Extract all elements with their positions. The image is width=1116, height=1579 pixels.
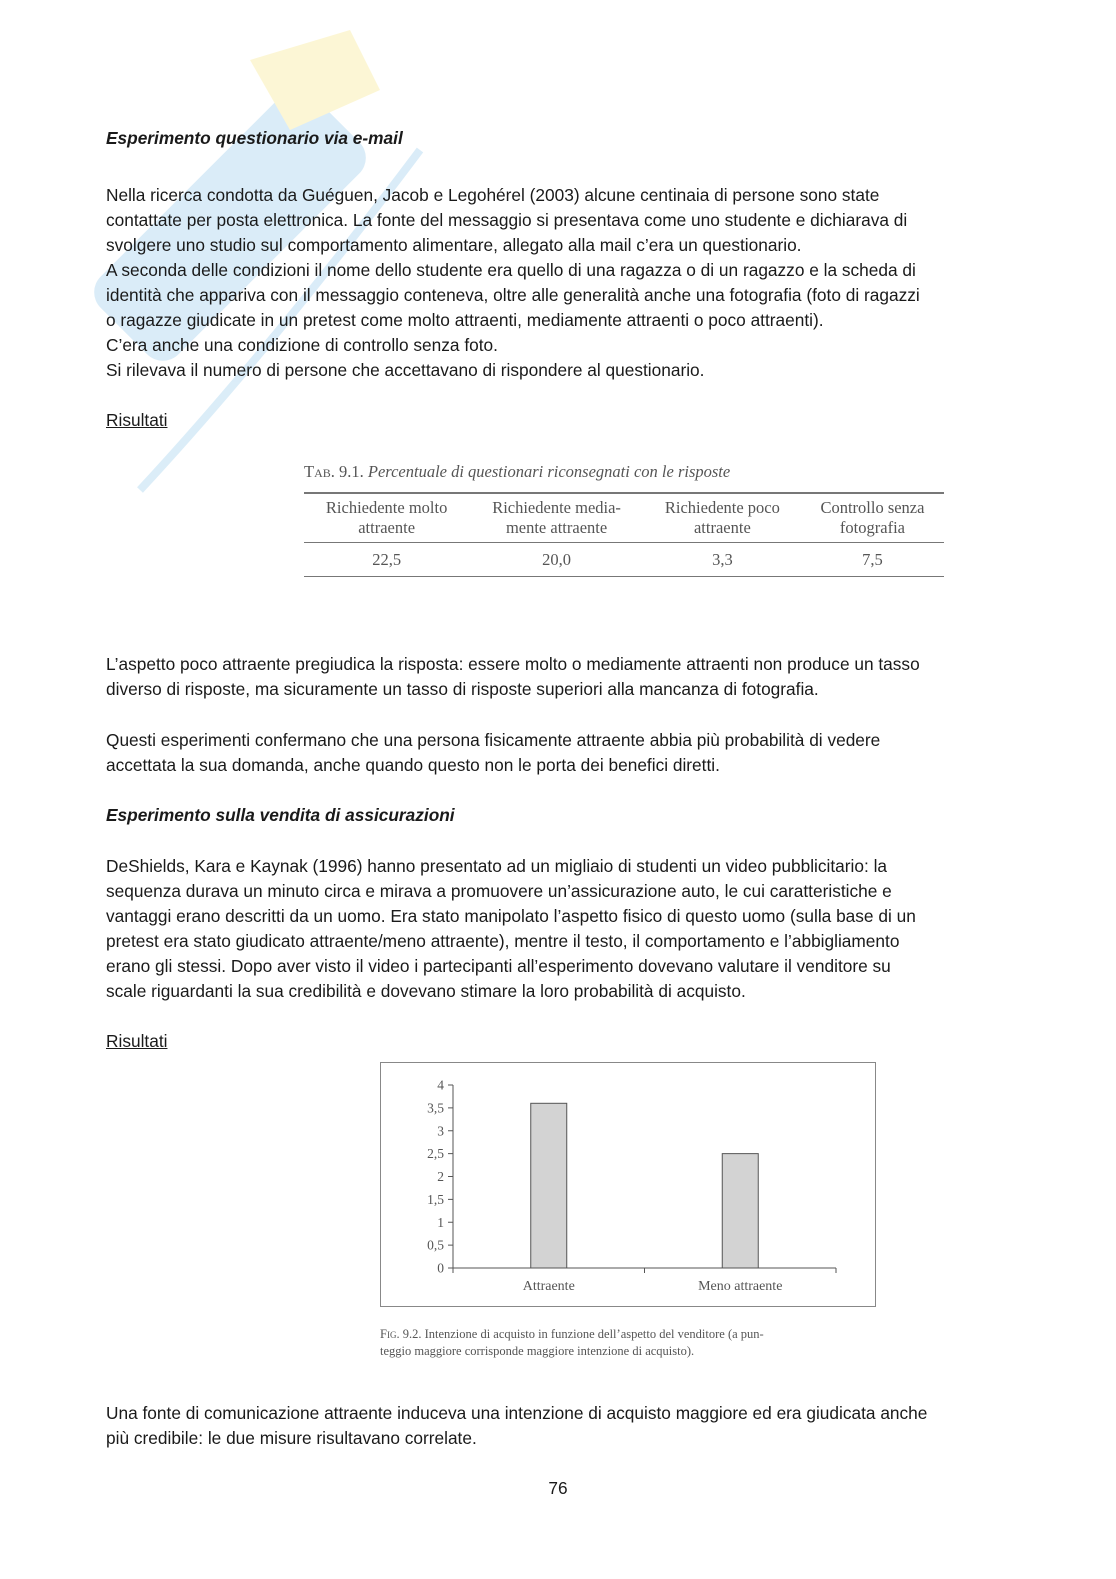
- text-line: pretest era stato giudicato attraente/meno attraente), mentre il testo, il comportamento e l’abbigliamento: [106, 931, 900, 951]
- header-line: Richiedente poco: [664, 498, 780, 517]
- figure-caption-line: teggio maggiore corrisponde maggiore intenzione di acquisto).: [380, 1344, 695, 1358]
- text-line: sequenza durava un minuto circa e mirava a promuovere un’assicurazione auto, le cui caratteristiche e: [106, 881, 892, 901]
- table-header-row: [304, 493, 944, 543]
- figure-frame: [380, 1062, 876, 1307]
- text-line: contattate per posta elettronica. La fonte del messaggio si presentava come uno studente e dichiarava di: [106, 210, 908, 230]
- y-tick-label: 0,5: [427, 1237, 444, 1253]
- text-line: svolgere uno studio sul comportamento alimentare, allegato alla mail c’era un questionario.: [106, 235, 802, 255]
- text-line: A seconda delle condizioni il nome dello studente era quello di una ragazza o di un ragazzo e la scheda di: [106, 260, 916, 280]
- text-line: erano gli stessi. Dopo aver visto il video i partecipanti all’esperimento dovevano valutare il venditore su: [106, 956, 891, 976]
- bar: [722, 1154, 758, 1268]
- text-line: C’era anche una condizione di controllo senza foto.: [106, 335, 498, 355]
- text-line: identità che appariva con il messaggio conteneva, oltre alle generalità anche una fotografia (foto di ragazzi: [106, 285, 920, 305]
- results-table: [304, 492, 944, 577]
- section1-paragraph: [106, 183, 1006, 383]
- table-cell: 7,5: [801, 543, 944, 577]
- section2-heading: Esperimento sulla vendita di assicurazioni: [106, 805, 455, 825]
- table-header-cell: [304, 493, 469, 543]
- x-category-label: Attraente: [522, 1279, 575, 1294]
- conclusion-paragraph: [106, 1401, 1006, 1451]
- figure-caption-line: [380, 1326, 880, 1343]
- x-category-label: Meno attraente: [698, 1279, 783, 1294]
- y-tick-label: 3,5: [427, 1100, 444, 1116]
- header-line: Controllo senza: [820, 498, 925, 517]
- table-cell: 3,3: [644, 543, 801, 577]
- results-table-block: [304, 462, 944, 577]
- y-tick-label: 4: [437, 1077, 444, 1093]
- figure-caption: [380, 1326, 880, 1360]
- header-line: fotografia: [839, 518, 905, 537]
- table-row: [304, 543, 944, 577]
- header-line: Richiedente molto: [325, 498, 448, 517]
- text-line: Questi esperimenti confermano che una persona fisicamente attraente abbia più probabilità di vedere: [106, 730, 881, 750]
- text-line: vantaggi erano descritti da un uomo. Era stato manipolato l’aspetto fisico di questo uomo (sulla base di un: [106, 906, 916, 926]
- header-line: attraente: [358, 518, 416, 537]
- page-number: 76: [548, 1478, 568, 1498]
- y-tick-label: 2: [437, 1169, 444, 1184]
- header-line: attraente: [693, 518, 751, 537]
- table-cell: 22,5: [304, 543, 469, 577]
- conclusion-paragraph: [106, 652, 1006, 702]
- text-line: Si rilevava il numero di persone che accettavano di rispondere al questionario.: [106, 360, 705, 380]
- text-line: accettata la sua domanda, anche quando questo non le porta dei benefici diretti.: [106, 755, 720, 775]
- text-line: scale riguardanti la sua credibilità e dovevano stimare la loro probabilità di acquisto.: [106, 981, 746, 1001]
- table-caption-number: Tab. 9.1.: [304, 462, 364, 481]
- text-line: o ragazze giudicate in un pretest come molto attraenti, mediamente attraenti o poco attraenti).: [106, 310, 824, 330]
- figure-caption-text: Intenzione di acquisto in funzione dell’aspetto del venditore (a pun-: [424, 1327, 764, 1341]
- text-line: più credibile: le due misure risultavano correlate.: [106, 1428, 477, 1448]
- y-tick-label: 3: [437, 1123, 444, 1139]
- text-line: Nella ricerca condotta da Guéguen, Jacob e Legohérel (2003) alcune centinaia di persone sono state: [106, 185, 880, 205]
- results-label: Risultati: [106, 1031, 168, 1051]
- bar: [531, 1103, 567, 1268]
- text-line: Una fonte di comunicazione attraente induceva una intenzione di acquisto maggiore ed era giudicata anche: [106, 1403, 928, 1423]
- section1-heading: Esperimento questionario via e-mail: [106, 128, 403, 148]
- header-line: Richiedente media-: [492, 498, 621, 517]
- table-header-cell: [644, 493, 801, 543]
- text-line: L’aspetto poco attraente pregiudica la risposta: essere molto o mediamente attraenti non produce un tasso: [106, 654, 920, 674]
- table-header-cell: [801, 493, 944, 543]
- figure-caption-number: Fig. 9.2.: [380, 1327, 422, 1341]
- bar-chart: [381, 1063, 875, 1306]
- section2-paragraph: [106, 854, 1006, 1004]
- conclusion-paragraph: [106, 728, 1006, 778]
- text-line: diverso di risposte, ma sicuramente un tasso di risposte superiori alla mancanza di fotografia.: [106, 679, 819, 699]
- y-tick-label: 1: [437, 1214, 444, 1230]
- table-caption-text: Percentuale di questionari riconsegnati con le risposte: [367, 462, 731, 481]
- table-cell: 20,0: [469, 543, 644, 577]
- table-caption: [304, 462, 944, 482]
- text-line: DeShields, Kara e Kaynak (1996) hanno presentato ad un migliaio di studenti un video pubblicitario: la: [106, 856, 888, 876]
- header-line: mente attraente: [505, 518, 608, 537]
- results-label: Risultati: [106, 410, 168, 430]
- y-tick-label: 2,5: [427, 1146, 444, 1162]
- y-tick-label: 1,5: [427, 1191, 444, 1207]
- y-tick-label: 0: [437, 1260, 444, 1276]
- table-header-cell: [469, 493, 644, 543]
